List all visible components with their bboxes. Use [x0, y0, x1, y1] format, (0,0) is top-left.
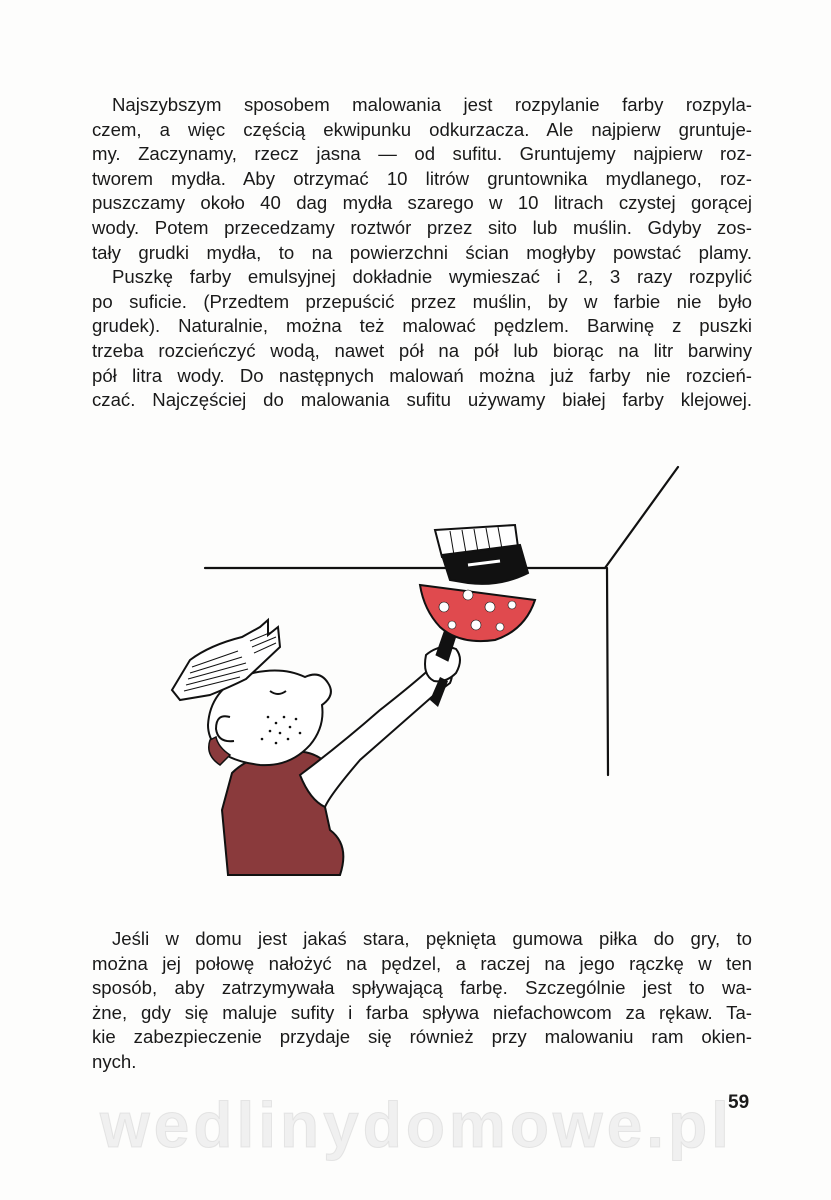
watermark-text: wedlinydomowe.pl — [100, 1089, 733, 1161]
text-line: można jej połowę nałożyć na pędzel, a raczej na jego rączkę w ten — [92, 952, 752, 974]
paint-brush-icon — [435, 525, 528, 584]
text-line: grudek). Naturalnie, można też malować pędzlem. Barwinę z puszki — [92, 315, 752, 337]
paragraph-2 — [92, 265, 752, 413]
text-line: pół litra wody. Do następnych malowań można już farby nie rozcień- — [92, 364, 752, 386]
text-line: puszczamy około 40 dag mydła szarego w 10 litrach czystej gorącej — [92, 192, 752, 214]
text-line: Najszybszym sposobem malowania jest rozpylanie farby rozpyla- — [112, 94, 752, 115]
text-line: po suficie. (Przedtem przepuścić przez muślin, by w farbie nie było — [92, 290, 752, 312]
text-line: Puszkę farby emulsyjnej dokładnie wymieszać i 2, 3 razy rozpylić — [112, 266, 752, 288]
text-line: sposób, aby zatrzymywała spływającą farbę. Szczególnie jest to wa- — [92, 977, 752, 999]
text-line: tały grudki mydła, to na powierzchni ścian mogłyby powstać plamy. — [92, 241, 752, 263]
text-line: trzeba rozcieńczyć wodą, nawet pół na pół lub biorąc na litr barwiny — [92, 339, 752, 361]
text-line: tworem mydła. Aby otrzymać 10 litrów gruntownika mydlanego, roz- — [92, 167, 752, 189]
text-line: czem, a więc częścią ekwipunku odkurzacza. Ale najpierw gruntuje- — [92, 118, 752, 140]
rubber-ball-half-icon — [420, 585, 535, 641]
text-line: żne, gdy się maluje sufity i farba spływa niefachowcom za rękaw. Ta- — [92, 1001, 752, 1023]
paragraph-1 — [92, 93, 752, 265]
text-line: wody. Potem przecedzamy roztwór przez sito lub muślin. Gdyby zos- — [92, 216, 752, 238]
bottom-text-block — [92, 927, 752, 1075]
top-text-block — [92, 93, 752, 413]
man-painting-illustration — [150, 455, 710, 885]
paragraph-3 — [92, 927, 752, 1075]
text-line: Jeśli w domu jest jakaś stara, pęknięta gumowa piłka do gry, to — [112, 928, 752, 949]
text-line: my. Zaczynamy, rzecz jasna — od sufitu. Gruntujemy najpierw roz- — [92, 143, 752, 165]
text-line: czać. Najczęściej do malowania sufitu używamy białej farby klejowej. — [92, 389, 752, 411]
text-line: nych. — [92, 1050, 137, 1072]
page-number: 59 — [728, 1092, 750, 1113]
text-line: kie zabezpieczenie przydaje się również przy malowaniu ram okien- — [92, 1026, 752, 1048]
